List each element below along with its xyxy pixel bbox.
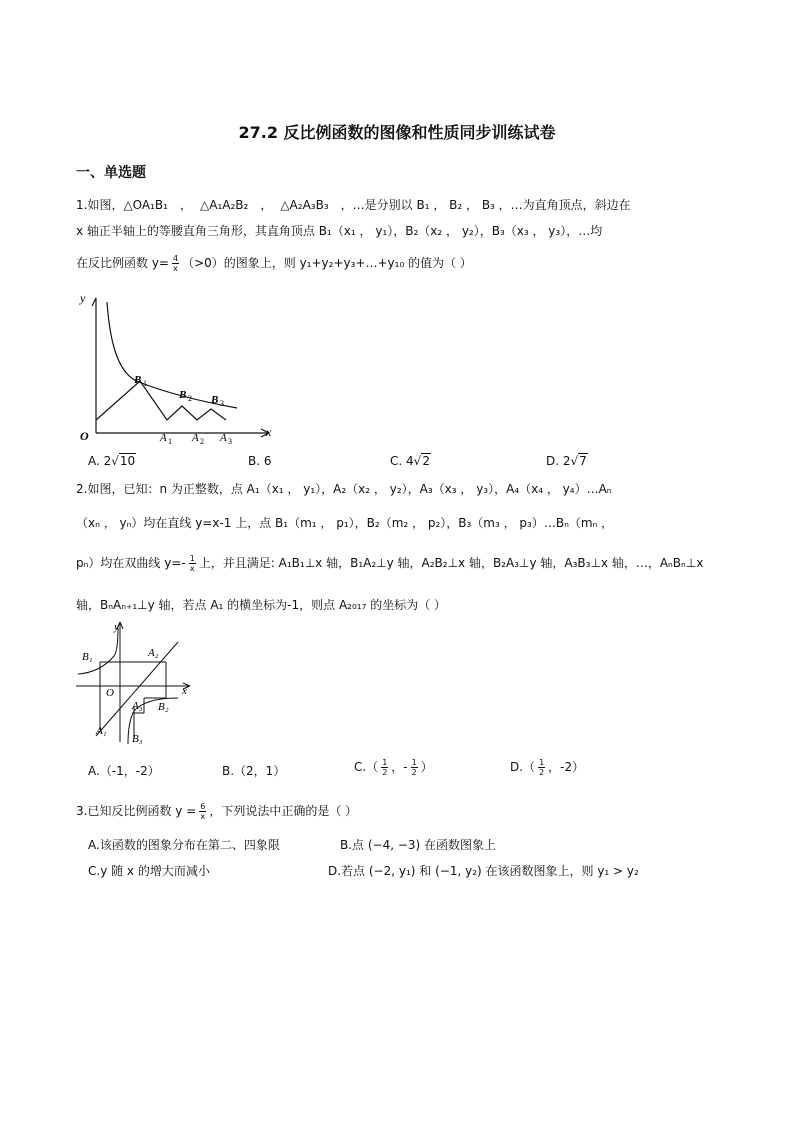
q1-opt-d-rad: 7: [579, 454, 587, 468]
q1-fig-b3: B: [211, 394, 219, 406]
q3-option-c: C.y 随 x 的增大而减小: [88, 864, 210, 878]
q1-fig-y: y: [80, 291, 86, 305]
q1-option-a: A. 2√10: [88, 454, 136, 468]
q2-line-4: 轴，BₙAₙ₊₁⊥y 轴，若点 A₁ 的横坐标为-1，则点 A₂₀₁₇ 的坐标为（ ）: [76, 598, 447, 612]
q1-fig-a1: A: [160, 432, 167, 444]
q1-fig-b3-sub: 3: [220, 399, 224, 408]
q1-frac-den: x: [173, 264, 178, 273]
q2-opt-c-frac1: [381, 758, 388, 777]
q3-option-a: A.该函数的图象分布在第二、四象限: [88, 838, 280, 852]
q1-opt-c-prefix: C. 4: [390, 454, 414, 468]
q2-fig-origin: O: [106, 687, 114, 699]
q2-opt-d-suffix: ，-2）: [548, 760, 585, 774]
q1-opt-a-rad: 10: [119, 454, 136, 468]
q2-opt-c-prefix: C.（: [354, 760, 379, 774]
q2-frac-num: 1: [189, 554, 195, 563]
q1-option-d: D. 2√7: [546, 454, 587, 468]
q2-fig-a1: A₁: [96, 725, 107, 737]
q2-fig-a2: A₂: [148, 647, 159, 659]
q1-line3-b: （>0）的图象上，则 y₁+y₂+y₃+…+y₁₀ 的值为（ ）: [182, 256, 472, 270]
q1-fig-b2: B: [179, 389, 187, 401]
q1-line1-a: 1.如图，: [76, 198, 124, 212]
q3-stem: [76, 802, 357, 821]
q2-figure: [74, 618, 196, 750]
q1-fig-a2: A: [192, 432, 199, 444]
q2-opt-c-n1: 1: [382, 758, 388, 767]
q1-fig-x: x: [266, 425, 272, 439]
q2-opt-c-suffix: ）: [420, 760, 433, 774]
q1-opt-a-prefix: A. 2: [88, 454, 112, 468]
q2-opt-c-n2: 1: [411, 758, 417, 767]
q1-fig-a1-sub: 1: [168, 437, 172, 446]
q1-line-3: [76, 254, 472, 273]
q1-line1-b: …是分别以 B₁ ， B₂ ， B₃ ，…为直角顶点，斜边在: [352, 198, 631, 212]
q2-opt-c-mid: ，-: [391, 760, 408, 774]
section-heading: 一、单选题: [76, 165, 146, 181]
q1-option-c: C. 4√2: [390, 454, 430, 468]
q1-fig-b1: B: [134, 374, 142, 386]
q2-opt-d-frac: [538, 758, 545, 777]
q1-option-b: B. 6: [248, 454, 272, 468]
q2-option-d: [510, 758, 584, 777]
q2-fraction: [189, 554, 196, 573]
q2-fig-b1: B₁: [82, 651, 93, 663]
q1-fig-origin: O: [80, 429, 89, 443]
q1-figure: [74, 290, 284, 450]
q2-line-1: 2.如图，已知：n 为正整数，点 A₁（x₁ ， y₁），A₂（x₂ ， y₂），A₃（x₃ ， y₃），A₄（x₄ ， y₄）…Aₙ: [76, 482, 612, 496]
q3-option-d: D.若点 (−2, y₁) 和 (−1, y₂) 在该函数图象上，则 y₁ > y₂: [328, 864, 639, 878]
q3-fraction: [199, 802, 206, 821]
q2-fig-b3: B₃: [132, 733, 143, 745]
q2-line-3: [76, 554, 703, 573]
q1-line3-a: 在反比例函数 y=: [76, 256, 169, 270]
q1-opt-d-prefix: D. 2: [546, 454, 571, 468]
q1-fig-b2-sub: 2: [188, 394, 192, 403]
q2-opt-c-frac2: [411, 758, 418, 777]
q2-opt-c-d2: 2: [411, 768, 417, 777]
q1-fig-b1-sub: 1: [143, 379, 147, 388]
q2-opt-d-prefix: D.（: [510, 760, 536, 774]
q2-opt-d-d: 2: [539, 768, 545, 777]
q3-option-b: B.点 (−4, −3) 在函数图象上: [340, 838, 497, 852]
q2-opt-c-d1: 2: [382, 768, 388, 777]
q3-frac-den: x: [200, 812, 206, 821]
page-title: 27.2 反比例函数的图像和性质同步训练试卷: [238, 123, 556, 142]
q3-line1-b: ，下列说法中正确的是（ ）: [209, 804, 358, 818]
q2-line3-b: 上，并且满足: A₁B₁⊥x 轴，B₁A₂⊥y 轴，A₂B₂⊥x 轴，B₂A₃⊥y 轴，A₃B₃⊥x 轴，…，AₙBₙ⊥x: [198, 556, 704, 570]
q2-option-b: B.（2，1）: [222, 764, 286, 778]
q1-fig-a3-sub: 3: [228, 437, 232, 446]
q2-fig-y: y: [114, 621, 119, 633]
q2-opt-d-n: 1: [539, 758, 545, 767]
q1-triangle-2: △A₁A₂B₂: [200, 198, 249, 212]
q2-fig-b2: B₂: [158, 701, 169, 713]
q1-triangle-1: △OA₁B₁: [123, 198, 168, 212]
q3-frac-num: 6: [200, 802, 206, 811]
q1-fig-a3: A: [220, 432, 227, 444]
q2-fig-x: x: [182, 685, 187, 697]
q2-fig-a3: A₃: [132, 700, 143, 712]
q1-opt-c-rad: 2: [422, 454, 430, 468]
q2-line3-a: pₙ）均在双曲线 y=-: [76, 556, 186, 570]
q1-line-2: x 轴正半轴上的等腰直角三角形，其直角顶点 B₁（x₁ ， y₁），B₂（x₂ ， y₂），B₃（x₃ ， y₃），…均: [76, 224, 603, 238]
q2-line-2: （xₙ ， yₙ）均在直线 y=x-1 上，点 B₁（m₁ ， p₁），B₂（m₂ ， p₂），B₃（m₃ ， p₃）…Bₙ（mₙ ，: [76, 516, 614, 530]
q1-line-1: 1.如图，△OA₁B₁ ， △A₁A₂B₂ ， △A₂A₃B₃ ，…是分别以 B₁ ， B₂ ， B₃ ，…为直角顶点，斜边在: [76, 198, 631, 212]
q2-option-c: [354, 758, 433, 777]
q2-option-a: A.（-1，-2）: [88, 764, 160, 778]
q1-frac-num: 4: [172, 254, 179, 263]
q1-triangle-3: △A₂A₃B₃: [280, 198, 329, 212]
q1-fraction: [172, 254, 179, 273]
q2-frac-den: x: [189, 564, 195, 573]
q1-fig-a2-sub: 2: [200, 437, 204, 446]
q3-line1-a: 3.已知反比例函数 y =: [76, 804, 197, 818]
